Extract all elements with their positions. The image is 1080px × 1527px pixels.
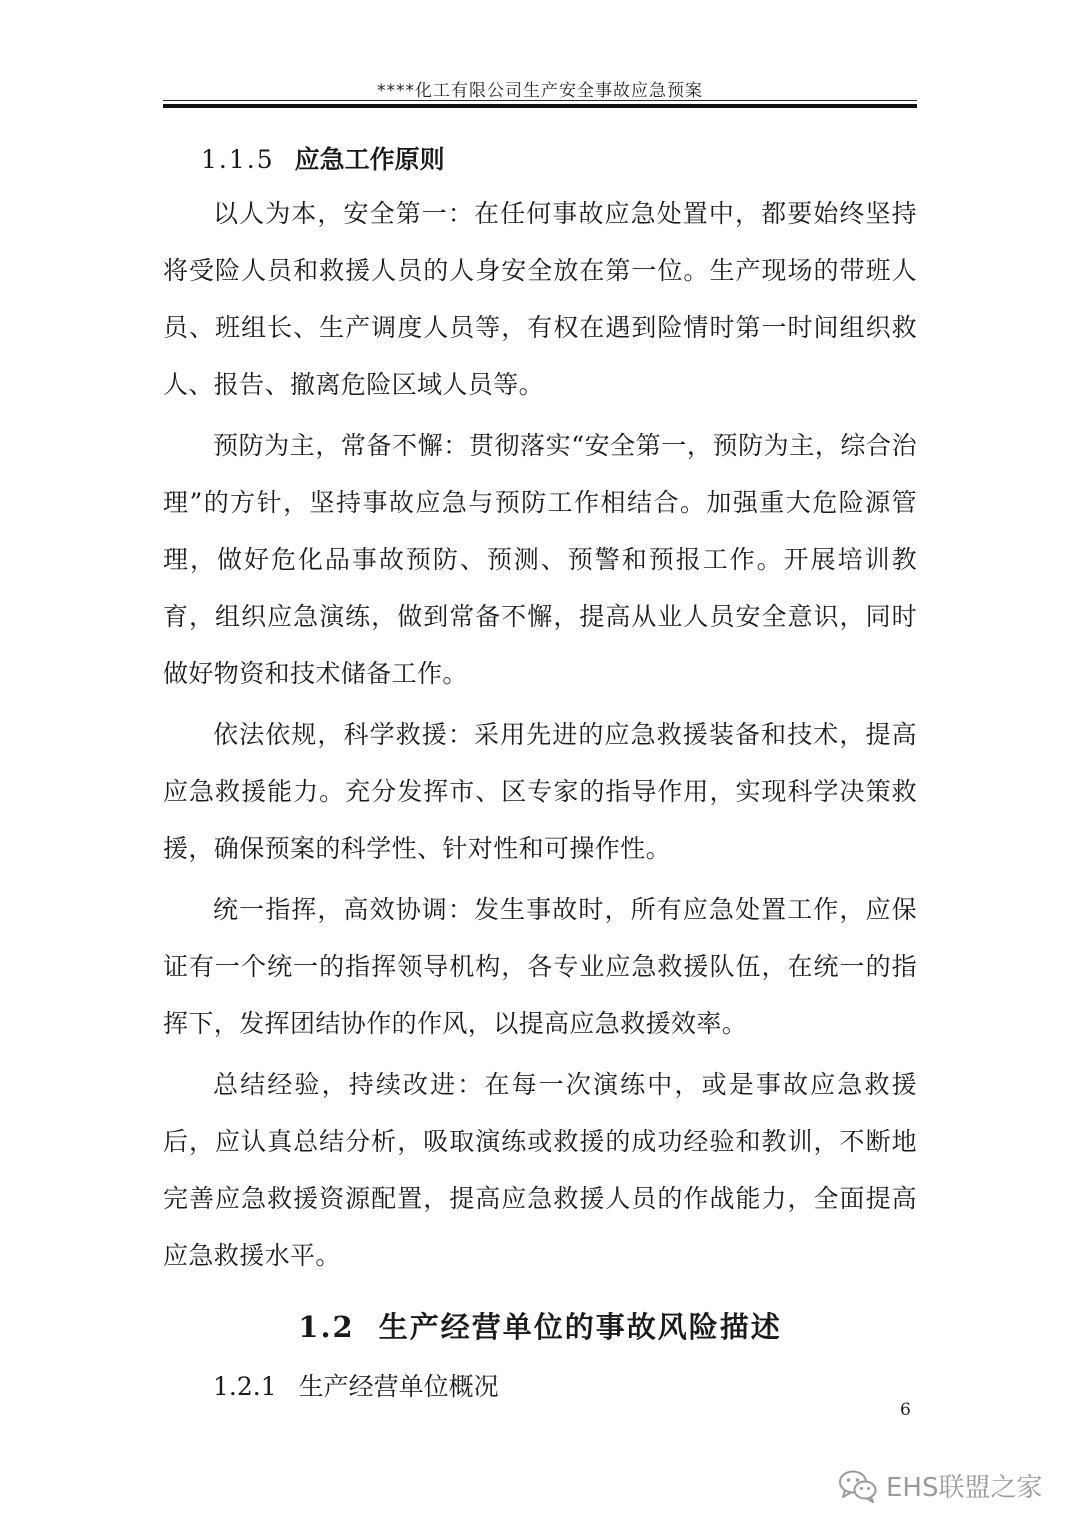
- paragraph-unified-command: 统一指挥，高效协调：发生事故时，所有应急处置工作，应保证有一个统一的指挥领导机构，各专业应急救援队伍，在统一的指挥下，发挥团结协作的作风，以提高应急救援效率。: [163, 895, 917, 1038]
- header-rule-thin: [163, 100, 917, 101]
- header-rule-thick: [163, 104, 917, 108]
- paragraph-prevention-first: 预防为主，常备不懈：贯彻落实“安全第一，预防为主，综合治理”的方针，坚持事故应急与预防工作相结合。加强重大危险源管理，做好危化品事故预防、预测、预警和预报工作。开展培训教育，组织应急演练，做到常备不懈，提高从业人员安全意识，同时做好物资和技术储备工作。: [163, 431, 917, 688]
- section-number: 1.2: [298, 1310, 355, 1344]
- document-body: [163, 135, 917, 1412]
- section-heading-1-1-5: [163, 135, 917, 185]
- watermark: [838, 1467, 1042, 1504]
- watermark-text: EHS联盟之家: [886, 1473, 1043, 1503]
- paragraph-lawful-scientific: 依法依规，科学救援：采用先进的应急救援装备和技术，提高应急救援能力。充分发挥市、区专家的指导作用，实现科学决策救援，确保预案的科学性、针对性和可操作性。: [163, 720, 917, 863]
- section-number: 1.2.1: [213, 1372, 277, 1401]
- paragraph-continuous-improvement: 总结经验，持续改进：在每一次演练中，或是事故应急救援后，应认真总结分析，吸取演练或救援的成功经验和教训，不断地完善应急救援资源配置，提高应急救援人员的作战能力，全面提高应急救援水平。: [163, 1070, 917, 1270]
- section-title: 应急工作原则: [294, 145, 445, 174]
- section-heading-1-2: [163, 1292, 917, 1362]
- section-title: 生产经营单位概况: [298, 1372, 499, 1401]
- page-number: 6: [900, 1400, 911, 1420]
- section-number: 1.1.5: [201, 145, 275, 174]
- page-header: ****化工有限公司生产安全事故应急预案: [377, 81, 703, 101]
- section-heading-1-2-1: [163, 1362, 917, 1412]
- wechat-icon: [838, 1469, 878, 1503]
- section-title: 生产经营单位的事故风险描述: [378, 1310, 782, 1344]
- paragraph-people-first: 以人为本，安全第一：在任何事故应急处置中，都要始终坚持将受险人员和救援人员的人身安全放在第一位。生产现场的带班人员、班组长、生产调度人员等，有权在遇到险情时第一时间组织救人、报告、撤离危险区域人员等。: [163, 199, 917, 399]
